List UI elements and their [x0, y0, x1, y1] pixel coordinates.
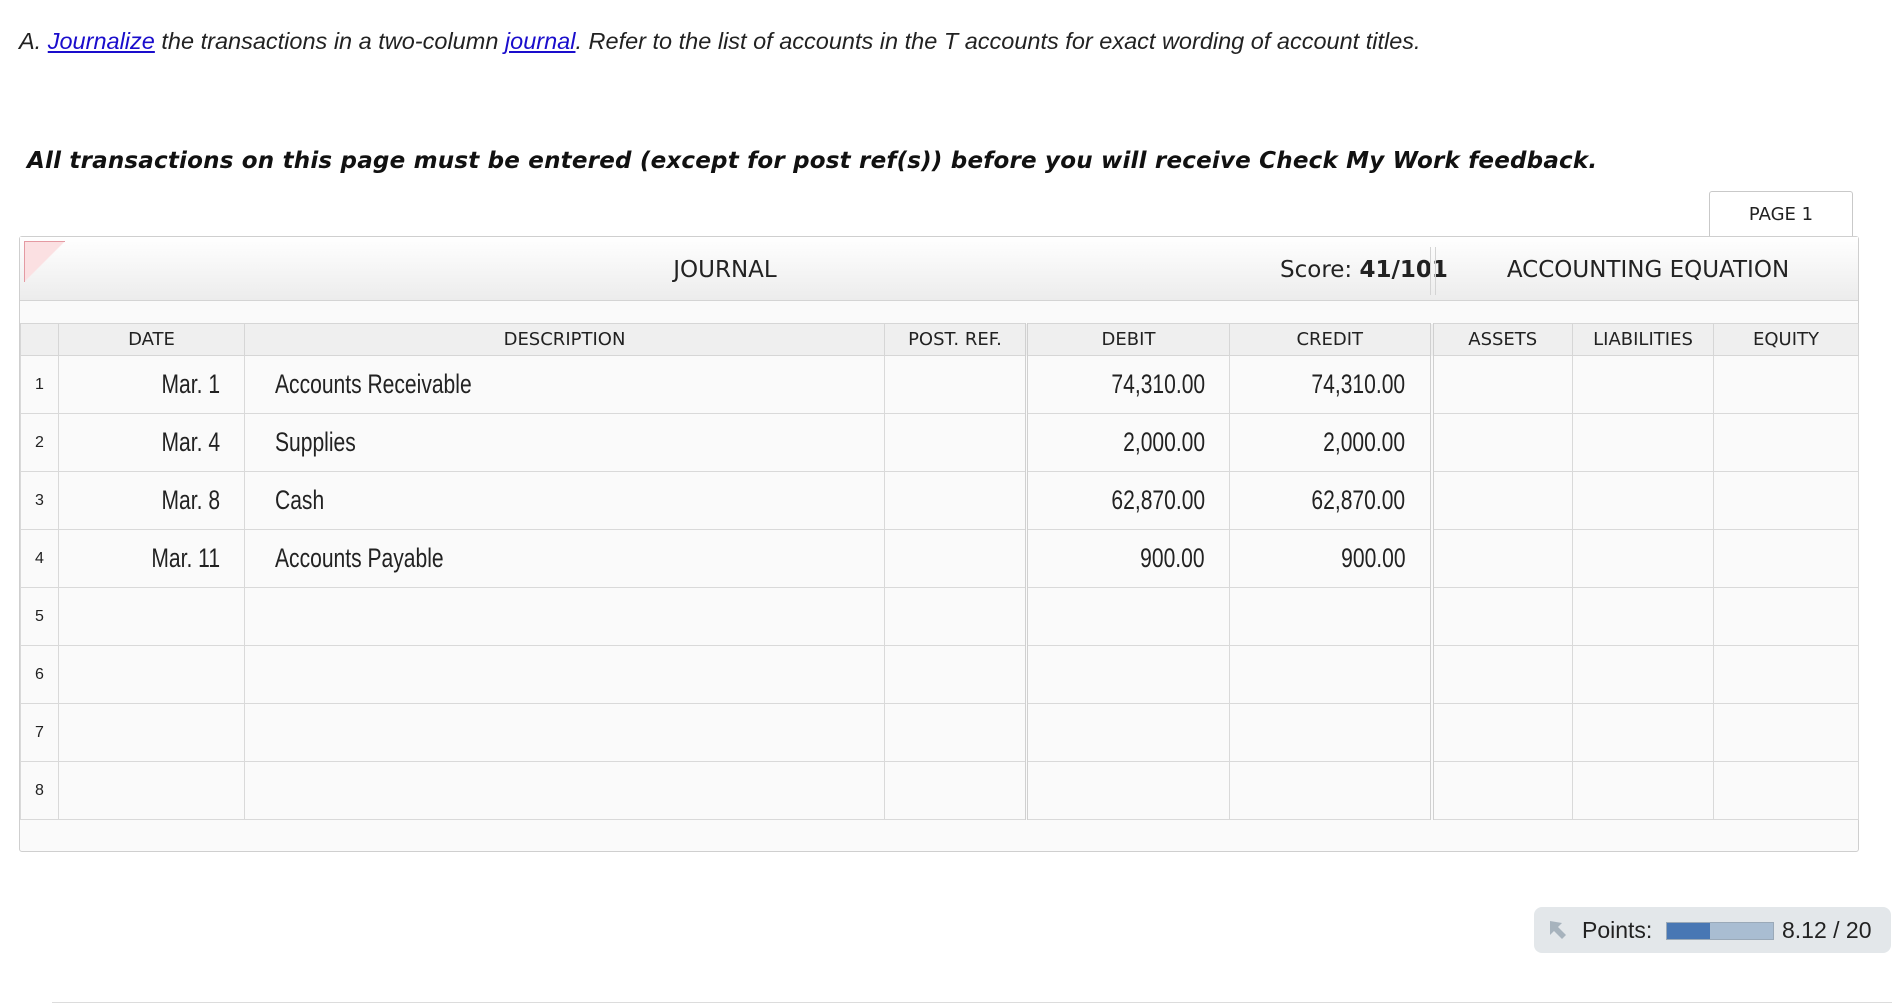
- description-cell-text: Accounts Payable: [275, 543, 444, 573]
- header-date: DATE: [59, 324, 245, 356]
- instructions-prefix: A.: [19, 28, 48, 54]
- points-progress-bar: [1666, 922, 1774, 940]
- post-ref-cell[interactable]: [885, 646, 1027, 704]
- debit-cell[interactable]: [1027, 414, 1230, 472]
- credit-cell[interactable]: [1230, 588, 1432, 646]
- equity-cell[interactable]: [1714, 762, 1859, 820]
- header-row-num: [21, 324, 59, 356]
- assets-cell[interactable]: [1432, 646, 1573, 704]
- credit-cell-text: 2,000.00: [1323, 427, 1406, 457]
- points-widget: [1534, 907, 1891, 953]
- assets-cell[interactable]: [1432, 414, 1573, 472]
- liabilities-cell[interactable]: [1573, 530, 1714, 588]
- row-number: [21, 472, 59, 530]
- accounting-equation-title: ACCOUNTING EQUATION: [1506, 257, 1790, 283]
- header-description: DESCRIPTION: [245, 324, 885, 356]
- table-row: [21, 530, 1859, 588]
- equity-cell[interactable]: [1714, 356, 1859, 414]
- liabilities-cell[interactable]: [1573, 356, 1714, 414]
- table-row: [21, 704, 1859, 762]
- date-cell-text: Mar. 4: [161, 427, 220, 457]
- points-progress-fill: [1667, 923, 1710, 939]
- equity-cell[interactable]: [1714, 472, 1859, 530]
- assets-cell[interactable]: [1432, 762, 1573, 820]
- post-ref-cell[interactable]: [885, 530, 1027, 588]
- table-row: [21, 588, 1859, 646]
- description-cell[interactable]: [245, 414, 885, 472]
- date-cell-text: Mar. 8: [161, 485, 220, 515]
- row-number-text: 6: [35, 665, 44, 683]
- table-row: [21, 762, 1859, 820]
- row-number: [21, 530, 59, 588]
- row-number-text: 2: [35, 433, 44, 451]
- debit-cell[interactable]: [1027, 530, 1230, 588]
- description-cell[interactable]: [245, 472, 885, 530]
- post-ref-cell[interactable]: [885, 588, 1027, 646]
- journal-link[interactable]: journal: [504, 28, 576, 54]
- header-equity: EQUITY: [1714, 324, 1859, 356]
- credit-cell[interactable]: [1230, 704, 1432, 762]
- header-debit: DEBIT: [1027, 324, 1230, 356]
- equity-cell[interactable]: [1714, 646, 1859, 704]
- row-number-text: 3: [35, 491, 44, 509]
- liabilities-cell[interactable]: [1573, 762, 1714, 820]
- assets-cell[interactable]: [1432, 588, 1573, 646]
- score-label: Score:: [1280, 257, 1360, 283]
- debit-cell[interactable]: [1027, 356, 1230, 414]
- description-cell-text: Cash: [275, 485, 325, 515]
- date-cell[interactable]: [59, 646, 245, 704]
- date-cell-text: Mar. 11: [151, 543, 220, 573]
- liabilities-cell[interactable]: [1573, 588, 1714, 646]
- header-liabilities: LIABILITIES: [1573, 324, 1714, 356]
- header-post-ref: POST. REF.: [885, 324, 1027, 356]
- table-row: [21, 646, 1859, 704]
- credit-cell[interactable]: [1230, 414, 1432, 472]
- row-number: [21, 414, 59, 472]
- equity-cell[interactable]: [1714, 704, 1859, 762]
- description-cell[interactable]: [245, 762, 885, 820]
- post-ref-cell[interactable]: [885, 472, 1027, 530]
- row-number: [21, 356, 59, 414]
- points-label: Points:: [1582, 917, 1653, 943]
- row-number-text: 5: [35, 607, 44, 625]
- liabilities-cell[interactable]: [1573, 414, 1714, 472]
- journalize-link[interactable]: Journalize: [47, 28, 155, 54]
- instructions-suffix: . Refer to the list of accounts in the T accounts for exact wording of account titles.: [575, 28, 1421, 54]
- date-cell[interactable]: [59, 530, 245, 588]
- row-number: [21, 762, 59, 820]
- debit-cell[interactable]: [1027, 704, 1230, 762]
- header-credit: CREDIT: [1230, 324, 1432, 356]
- equity-cell[interactable]: [1714, 414, 1859, 472]
- credit-cell[interactable]: [1230, 530, 1432, 588]
- table-row: [21, 356, 1859, 414]
- description-cell[interactable]: [245, 704, 885, 762]
- date-cell[interactable]: [59, 414, 245, 472]
- credit-cell[interactable]: [1230, 762, 1432, 820]
- debit-cell[interactable]: [1027, 472, 1230, 530]
- liabilities-cell[interactable]: [1573, 704, 1714, 762]
- credit-cell[interactable]: [1230, 356, 1432, 414]
- post-ref-cell[interactable]: [885, 762, 1027, 820]
- description-cell[interactable]: [245, 588, 885, 646]
- assets-cell[interactable]: [1432, 704, 1573, 762]
- credit-cell-text: 62,870.00: [1311, 485, 1406, 515]
- header-row: [21, 324, 1859, 356]
- row-number: [21, 646, 59, 704]
- liabilities-cell[interactable]: [1573, 472, 1714, 530]
- debit-cell-text: 62,870.00: [1111, 485, 1205, 515]
- post-ref-cell[interactable]: [885, 704, 1027, 762]
- description-cell-text: Supplies: [275, 427, 356, 457]
- date-cell[interactable]: [59, 762, 245, 820]
- return-arrow-icon[interactable]: [1548, 919, 1570, 941]
- points-value: 8.12 / 20: [1782, 917, 1872, 943]
- debit-cell[interactable]: [1027, 646, 1230, 704]
- debit-cell-text: 2,000.00: [1123, 427, 1205, 457]
- post-ref-cell[interactable]: [885, 414, 1027, 472]
- journal-header: [20, 237, 1858, 301]
- assets-cell[interactable]: [1432, 356, 1573, 414]
- description-cell[interactable]: [245, 646, 885, 704]
- debit-cell-text: 74,310.00: [1111, 369, 1205, 399]
- instructions: [19, 28, 1421, 55]
- score-value: 41/101: [1359, 257, 1448, 283]
- row-number: [21, 704, 59, 762]
- date-cell[interactable]: [59, 356, 245, 414]
- table-row: [21, 414, 1859, 472]
- score: [1280, 257, 1448, 283]
- row-number-text: 8: [35, 781, 44, 799]
- header-assets: ASSETS: [1432, 324, 1573, 356]
- equity-cell[interactable]: [1714, 588, 1859, 646]
- equity-cell[interactable]: [1714, 530, 1859, 588]
- row-number-text: 1: [35, 375, 44, 393]
- liabilities-cell[interactable]: [1573, 646, 1714, 704]
- journal-table: [20, 323, 1859, 820]
- credit-cell-text: 900.00: [1341, 543, 1406, 573]
- assets-cell[interactable]: [1432, 530, 1573, 588]
- row-number-text: 4: [35, 549, 44, 567]
- description-cell[interactable]: [245, 356, 885, 414]
- credit-cell-text: 74,310.00: [1311, 369, 1406, 399]
- journal-title: JOURNAL: [673, 257, 777, 283]
- feedback-notice: All transactions on this page must be entered (except for post ref(s)) before you will receive Check My Work feedback.: [27, 148, 1598, 174]
- post-ref-cell[interactable]: [885, 356, 1027, 414]
- date-cell[interactable]: [59, 588, 245, 646]
- credit-cell[interactable]: [1230, 472, 1432, 530]
- assets-cell[interactable]: [1432, 472, 1573, 530]
- description-cell-text: Accounts Receivable: [275, 369, 472, 399]
- table-row: [21, 472, 1859, 530]
- description-cell[interactable]: [245, 530, 885, 588]
- date-cell[interactable]: [59, 472, 245, 530]
- credit-cell[interactable]: [1230, 646, 1432, 704]
- date-cell-text: Mar. 1: [161, 369, 220, 399]
- date-cell[interactable]: [59, 704, 245, 762]
- debit-cell[interactable]: [1027, 588, 1230, 646]
- debit-cell-text: 900.00: [1140, 543, 1205, 573]
- row-number: [21, 588, 59, 646]
- tab-page-1[interactable]: PAGE 1: [1709, 191, 1853, 237]
- instructions-mid: the transactions in a two-column: [154, 28, 505, 54]
- journal-panel: [19, 236, 1859, 852]
- row-number-text: 7: [35, 723, 44, 741]
- debit-cell[interactable]: [1027, 762, 1230, 820]
